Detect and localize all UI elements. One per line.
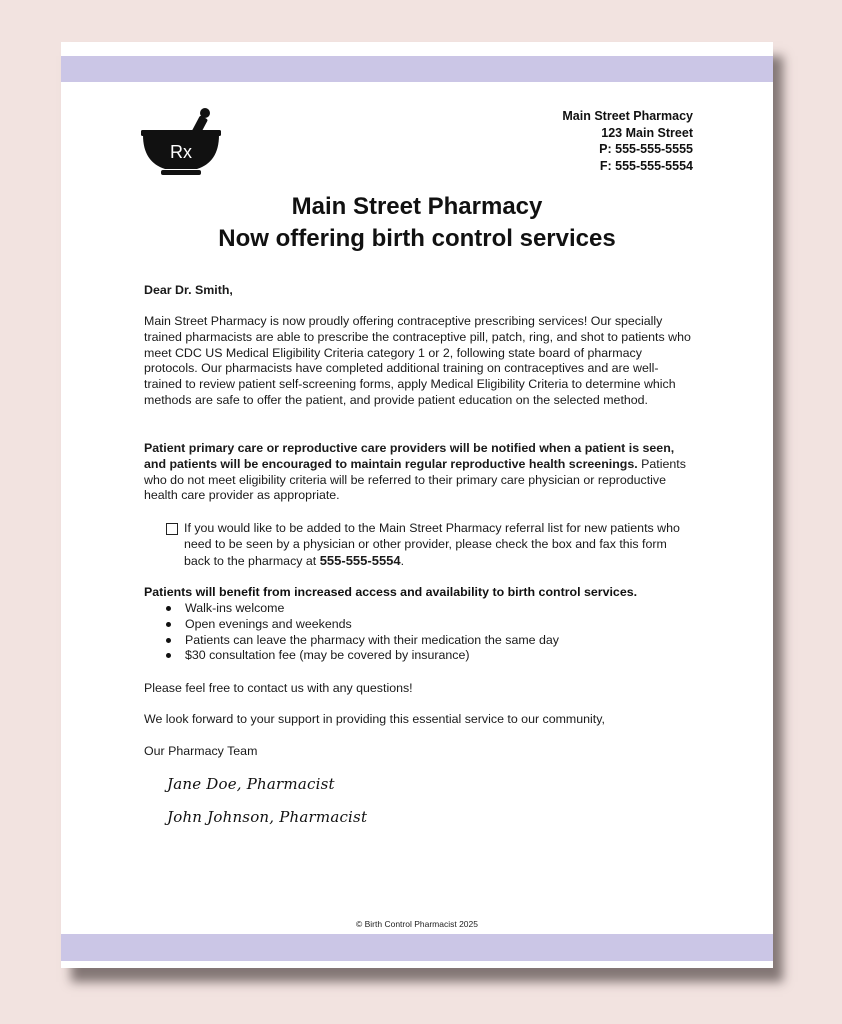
headline-subtitle: Now offering birth control services bbox=[218, 225, 616, 252]
bullet-icon bbox=[166, 653, 171, 658]
signature-john-johnson: John Johnson, Pharmacist bbox=[167, 808, 368, 826]
footer-copyright: © Birth Control Pharmacist 2025 bbox=[355, 919, 478, 929]
mortar-pestle-rx-icon bbox=[141, 106, 225, 180]
referral-checkbox-text bbox=[184, 521, 696, 569]
bullet-icon bbox=[166, 622, 171, 627]
benefit-text: Open evenings and weekends bbox=[185, 616, 352, 631]
list-item bbox=[166, 633, 559, 649]
address-street: 123 Main Street bbox=[601, 125, 693, 140]
top-color-band bbox=[61, 56, 773, 82]
referral-fax-number: 555-555-5554 bbox=[319, 552, 401, 568]
referral-checkbox[interactable] bbox=[166, 523, 178, 535]
headline-title: Main Street Pharmacy bbox=[291, 193, 543, 220]
bullet-icon bbox=[166, 638, 171, 643]
list-item bbox=[166, 601, 559, 617]
bottom-color-band bbox=[61, 934, 773, 961]
greeting: Dear Dr. Smith, bbox=[144, 283, 233, 297]
letter-page bbox=[61, 42, 773, 968]
benefits-heading: Patients will benefit from increased access and availability to birth control services. bbox=[144, 585, 638, 599]
signature-jane-doe: Jane Doe, Pharmacist bbox=[167, 775, 335, 793]
benefit-text: Walk-ins welcome bbox=[185, 601, 285, 615]
team-signoff: Our Pharmacy Team bbox=[144, 744, 258, 758]
address-phone: P: 555-555-5555 bbox=[599, 142, 693, 156]
paragraph-intro: Main Street Pharmacy is now proudly offering contraceptive prescribing services! Our specially trained pharmacists are able to prescribe the contraceptive pill, patch, ring, and shot to patients who meet CDC US Medical Eligibility Criteria category 1 or 2, following state board of pharmacy protocols. Our pharmacists have completed additional training on contraceptives and are well-trained to review patient self-screening forms, apply Medical Eligibility Criteria to determine which methods are safe to offer the patient, and provide patient education on the selected method. bbox=[144, 314, 691, 407]
paragraph-notification-bold: Patient primary care or reproductive care providers will be notified when a patient is seen, and patients will be encouraged to maintain regular reproductive health screenings. bbox=[144, 441, 675, 471]
list-item bbox=[166, 648, 559, 664]
address-name: Main Street Pharmacy bbox=[562, 109, 693, 123]
pharmacy-address bbox=[562, 108, 693, 174]
logo-rx-text: Rx bbox=[170, 142, 192, 162]
list-item bbox=[166, 617, 559, 633]
paragraph-notification bbox=[144, 441, 694, 504]
bullet-icon bbox=[166, 606, 171, 611]
benefit-text: Patients can leave the pharmacy with their medication the same day bbox=[185, 632, 559, 647]
support-line: We look forward to your support in providing this essential service to our community, bbox=[144, 712, 605, 726]
benefit-text: $30 consultation fee (may be covered by insurance) bbox=[185, 648, 470, 663]
referral-text: If you would like to be added to the Main Street Pharmacy referral list for new patients who need to be seen by a physician or other provider, please check the box and fax this form back to the pharmacy at bbox=[184, 521, 680, 568]
contact-line: Please feel free to contact us with any questions! bbox=[144, 681, 413, 695]
paragraph-notification-rest: Patients who do not meet eligibility criteria will be referred to their primary care physician or reproductive health care provider as appropriate. bbox=[144, 456, 686, 503]
referral-text-end: . bbox=[400, 553, 405, 568]
benefits-list bbox=[166, 601, 559, 664]
address-fax: F: 555-555-5554 bbox=[599, 158, 693, 173]
